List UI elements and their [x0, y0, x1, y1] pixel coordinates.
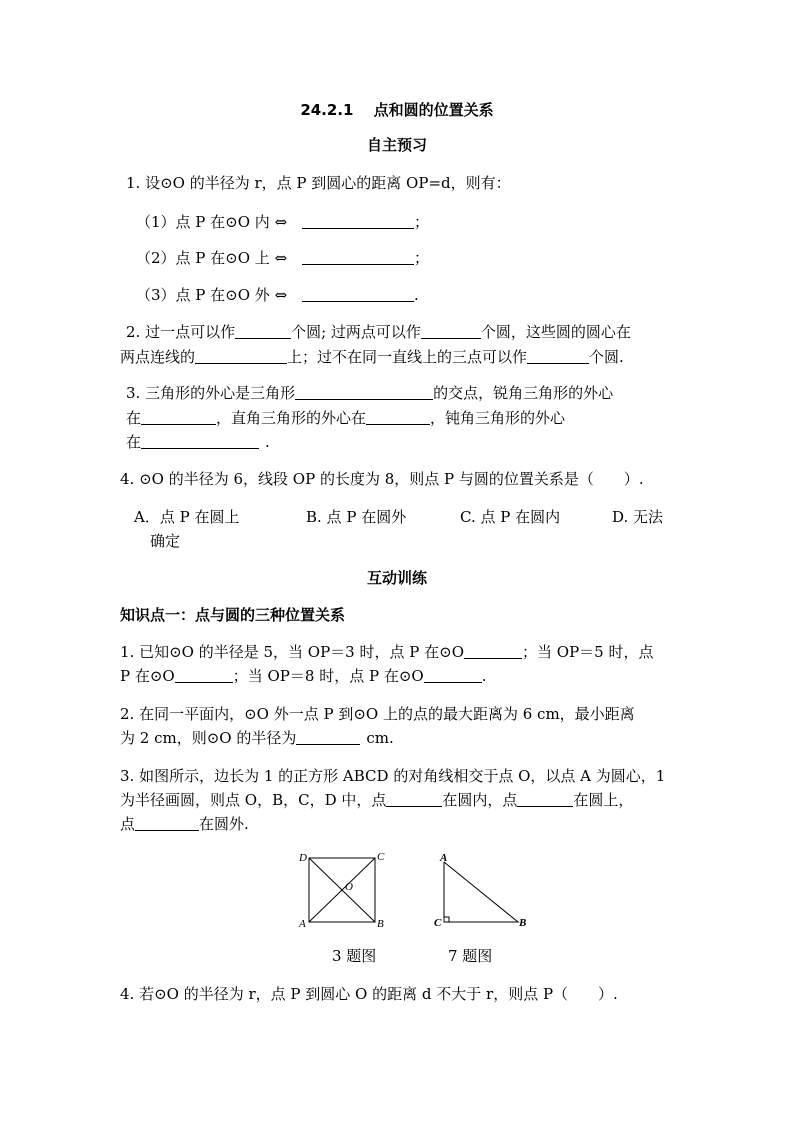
q4-stem: 4. ⊙O 的半径为 6，线段 OP 的长度为 8，则点 P 与圆的位置关系是（ ）. [120, 470, 644, 488]
answer-blank[interactable] [302, 286, 414, 302]
k3-line-2 [120, 790, 633, 810]
q1-item-3-end: . [413, 286, 419, 304]
q4-option-a[interactable]: A．点 P 在圆上 [134, 508, 240, 526]
section-heading-practice: 互动训练 [366, 569, 427, 587]
k2-line-2 [120, 728, 394, 748]
k2-text: 为 2 cm，则⊙O 的半径为 [120, 729, 297, 747]
q1-item-2-label: （2）点 P 在⊙O 上 ⇔ [136, 249, 288, 267]
right-angle-mark [444, 917, 449, 922]
answer-blank[interactable] [135, 815, 199, 831]
k2-line-1: 2. 在同一平面内，⊙O 外一点 P 到⊙O 上的点的最大距离为 6 cm，最小距离 [120, 705, 635, 723]
q4-option-d[interactable]: D. 无法 [612, 508, 664, 526]
knowledge-point-heading: 知识点一：点与圆的三种位置关系 [120, 606, 346, 624]
k3-text: 点 [120, 815, 136, 833]
label-b: B [519, 917, 527, 929]
q1-item-3 [136, 285, 419, 305]
square-figure [295, 848, 395, 932]
q3-line-3 [126, 432, 270, 452]
q2-text: 两点连线的 [120, 348, 196, 366]
label-c: C [434, 917, 442, 929]
k4-stem: 4. 若⊙O 的半径为 r，点 P 到圆心 O 的距离 d 不大于 r，则点 P（ ）. [120, 985, 618, 1003]
q1-item-2 [136, 248, 429, 268]
k1-text: . [481, 667, 487, 685]
triangle-figure [430, 848, 530, 932]
k3-text: 在圆外. [199, 815, 249, 833]
k3-line-1: 3. 如图所示，边长为 1 的正方形 ABCD 的对角线相交于点 O，以点 A 为圆心，1 [120, 767, 666, 785]
q3-text: 3. 三角形的外心是三角形 [126, 384, 296, 402]
q2-text: 2. 过一点可以作 [126, 323, 236, 341]
k1-text: 1. 已知⊙O 的半径是 5，当 OP＝3 时，点 P 在⊙O [120, 643, 464, 661]
label-b: B [377, 918, 384, 930]
q3-text: 在 [126, 409, 142, 427]
q3-line-1 [126, 383, 613, 403]
q4-option-d-cont: 确定 [150, 532, 181, 550]
q2-text: 上；过不在同一直线上的三点可以作 [287, 348, 528, 366]
q1-item-1 [136, 212, 429, 232]
q4-option-b[interactable]: B. 点 P 在圆外 [306, 508, 407, 526]
q2-text: 个圆; 过两点可以作 [291, 323, 421, 341]
label-a: A [299, 918, 306, 930]
answer-blank[interactable] [195, 348, 287, 364]
answer-blank[interactable] [464, 643, 522, 659]
answer-blank[interactable] [527, 348, 589, 364]
q1-intro: 1. 设⊙O 的半径为 r，点 P 到圆心的距离 OP=d，则有： [126, 174, 511, 192]
k1-line-1 [120, 642, 653, 662]
answer-blank[interactable] [141, 433, 259, 449]
answer-blank[interactable] [235, 323, 291, 339]
answer-blank[interactable] [302, 249, 414, 265]
q3-text: . [265, 433, 270, 451]
figure-caption-7: 7 题图 [448, 947, 493, 965]
page-title: 24.2.1 点和圆的位置关系 [300, 101, 494, 119]
q1-item-1-label: （1）点 P 在⊙O 内 ⇔ [136, 213, 288, 231]
figure-caption-3: 3 题图 [332, 947, 377, 965]
answer-blank[interactable] [295, 384, 433, 400]
k1-text: P 在⊙O [120, 667, 175, 685]
answer-blank[interactable] [366, 409, 430, 425]
q2-text: 个圆，这些圆的圆心在 [480, 323, 631, 341]
q2-text: 个圆. [589, 348, 624, 366]
answer-blank[interactable] [386, 791, 442, 807]
q3-text: 的交点，锐角三角形的外心 [433, 384, 614, 402]
k1-text: ；当 OP＝8 时，点 P 在⊙O [232, 667, 424, 685]
answer-blank[interactable] [421, 323, 481, 339]
q1-item-3-label: （3）点 P 在⊙O 外 ⇔ [136, 286, 288, 304]
triangle-outline [444, 862, 518, 922]
section-heading-preview: 自主预习 [366, 136, 427, 154]
answer-blank[interactable] [296, 729, 360, 745]
q1-item-2-end: ； [413, 249, 429, 267]
k1-line-2 [120, 666, 486, 686]
q2-line-2 [120, 347, 624, 367]
k1-text: ；当 OP＝5 时，点 [522, 643, 654, 661]
q3-text: ，钝角三角形的外心 [430, 409, 566, 427]
q3-text: ，直角三角形的外心在 [216, 409, 367, 427]
k3-text: 为半径画圆，则点 O，B，C，D 中，点 [120, 791, 387, 809]
q1-item-1-end: ； [413, 213, 429, 231]
k3-text: 在圆上， [573, 791, 634, 809]
answer-blank[interactable] [175, 667, 233, 683]
answer-blank[interactable] [424, 667, 482, 683]
answer-blank[interactable] [302, 213, 414, 229]
q4-option-c[interactable]: C. 点 P 在圆内 [460, 508, 561, 526]
q3-text: 在 [126, 433, 142, 451]
q2-line-1 [126, 322, 631, 342]
k3-text: 在圆内，点 [442, 791, 518, 809]
label-o: O [345, 881, 353, 893]
k3-line-3 [120, 814, 249, 834]
label-a: A [440, 852, 448, 864]
label-d: D [299, 852, 307, 864]
answer-blank[interactable] [517, 791, 573, 807]
k2-text: cm. [366, 729, 394, 747]
label-c: C [377, 851, 385, 863]
q3-line-2 [126, 408, 565, 428]
answer-blank[interactable] [141, 409, 216, 425]
